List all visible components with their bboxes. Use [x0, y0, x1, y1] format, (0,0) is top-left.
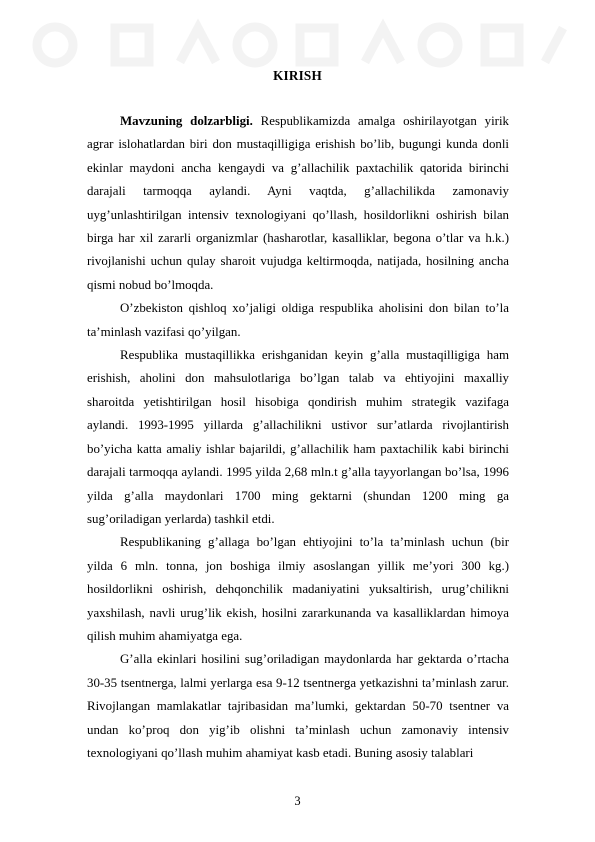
paragraph-relevance: [87, 110, 509, 297]
paragraph: [87, 531, 509, 648]
body-text: [87, 110, 509, 765]
paragraph: [87, 648, 509, 765]
paragraph: [87, 344, 509, 531]
paragraph: [87, 297, 509, 344]
page-number: 3: [294, 794, 301, 808]
paragraph-lead: Mavzuning dolzarbligi.: [120, 114, 253, 128]
paragraph-text: G’alla ekinlari hosilini sug’oriladigan maydonlarda har gektarda o’rtacha 30-35 tsentnerga, lalmi yerlarga esa 9-12 tsentnerga yetkazishni ta’minlash zarur. Rivojlangan mamlakatlar tajribasidan ma’lumki, gektardan 50-70 tsentner va undan ko’proq don yig’ib olishni ta’minlash uchun zamonaviy intensiv texnologiyani qo’llash muhim ahamiyat kasb etadi. Buning asosiy talablari: [87, 652, 509, 760]
page-title: KIRISH: [273, 68, 322, 83]
paragraph-text: Respublika mustaqillikka erishganidan keyin g’alla mustaqilligiga ham erishish, aholini don mahsulotlariga bo’lgan talab va ehtiyojini maxalliy sharoitda yetishtirilgan hosil hisobiga qondirish muhim strategik vazifaga aylandi. 1993-1995 yillarda g’allachilikni ustivor sur’atlarda rivojlantirish bo’yicha katta amaliy ishlar bajarildi, g’allachilik ham paxtachilik kabi birinchi darajali tarmoqqa aylandi. 1995 yilda 2,68 mln.t g’alla tayyorlangan bo’lsa, 1996 yilda g’alla maydonlari 1700 ming gektarni (shundan 1200 ming ga sug’oriladigan yerlarda) tashkil etdi.: [87, 348, 509, 526]
paragraph-text: Respublikaning g’allaga bo’lgan ehtiyojini to’la ta’minlash uchun (bir yilda 6 mln. tonna, jon boshiga ilmiy asoslangan yillik me’yori 300 kg.) hosildorlikni oshirish, dehqonchilik madaniyatini yuksaltirish, urug’chilikni yaxshilash, navli urug’lik ekish, hosilni zararkunanda va kasalliklardan himoya qilish muhim ahamiyatga ega.: [87, 535, 509, 643]
paragraph-text: O’zbekiston qishloq xo’jaligi oldiga respublika aholisini don bilan to’la ta’minlash vazifasi qo’yilgan.: [87, 301, 509, 339]
paragraph-text: Respublikamizda amalga oshirilayotgan yirik agrar islohatlardan biri don mustaqilligiga erishish bo’lib, bugungi kunda donli ekinlar maydoni ancha kengaydi va g’allachilik paxtachilik qatorida birinchi darajali tarmoqqa aylandi. Ayni vaqtda, g’allachilikda zamonaviy uyg’unlashtirilgan intensiv texnologiyani qo’llash, hosildorlikni oshirish bilan birga har xil zararli organizmlar (hasharotlar, kasalliklar, begona o’tlar va h.k.) rivojlanishi uchun qulay sharoit vujudga keltirmoqda, natijada, hosilning ancha qismi nobud bo’lmoqda.: [87, 114, 510, 292]
